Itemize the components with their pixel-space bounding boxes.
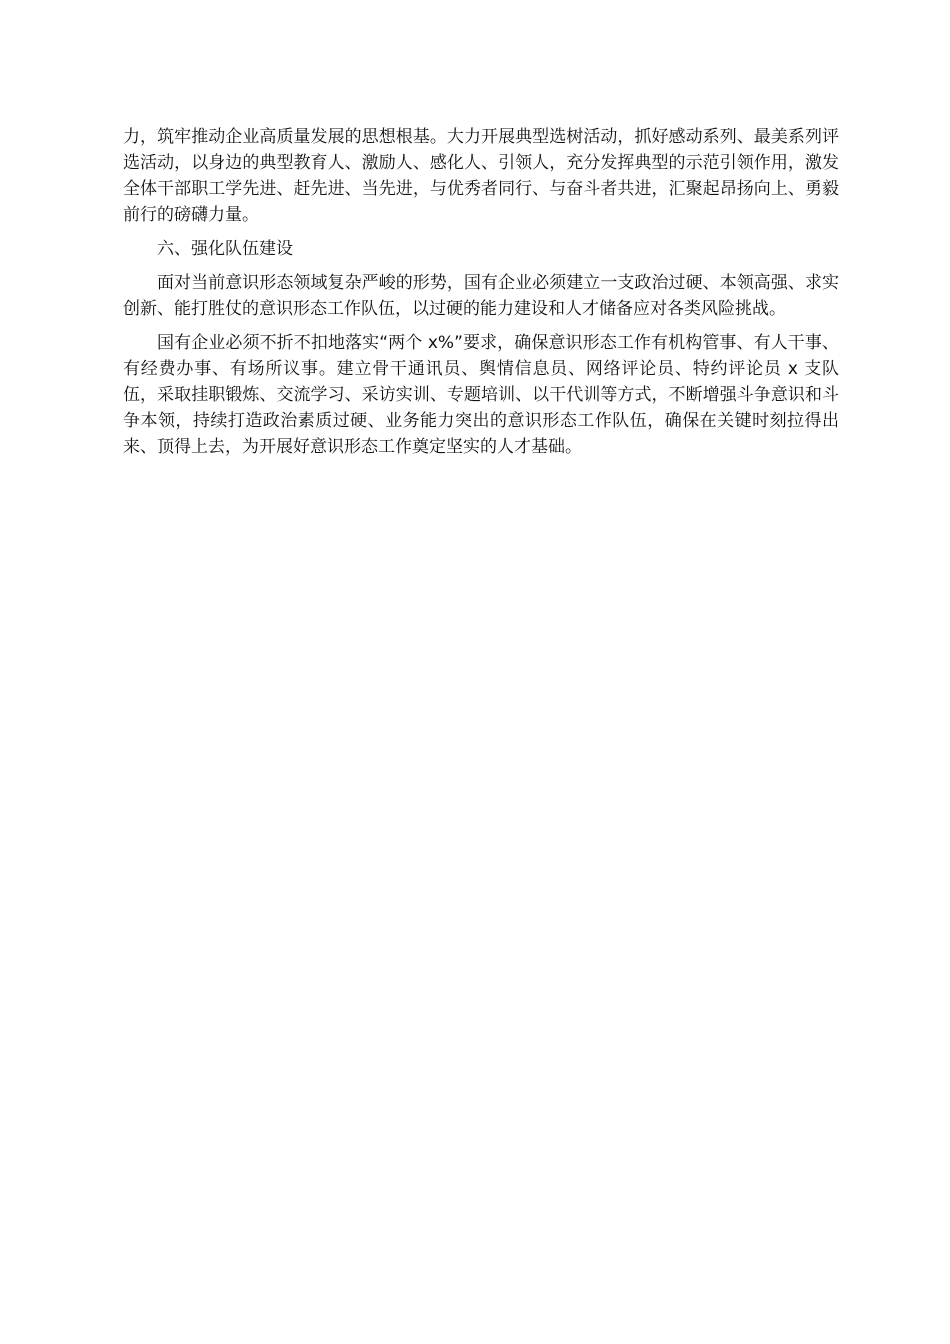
paragraph: 面对当前意识形态领域复杂严峻的形势，国有企业必须建立一支政治过硬、本领高强、求实创新、能打胜仗的意识形态工作队伍，以过硬的能力建设和人才储备应对各类风险挑战。 — [123, 273, 839, 319]
paragraph-continued: 力，筑牢推动企业高质量发展的思想根基。大力开展典型选树活动，抓好感动系列、最美系列评选活动，以身边的典型教育人、激励人、感化人、引领人，充分发挥典型的示范引领作用，激发全体干部职工学先进、赶先进、当先进，与优秀者同行、与奋斗者共进，汇聚起昂扬向上、勇毅前行的磅礴力量。 — [123, 127, 839, 225]
document-body — [123, 124, 839, 468]
section-heading: 六、强化队伍建设 — [157, 239, 293, 259]
paragraph: 国有企业必须不折不扣地落实“两个 x%”要求，确保意识形态工作有机构管事、有人干事、有经费办事、有场所议事。建立骨干通讯员、舆情信息员、网络评论员、特约评论员 x 支队伍，采取挂职锻炼、交流学习、采访实训、专题培训、以干代训等方式，不断增强斗争意识和斗争本领，持续打造政治素质过硬、业务能力突出的意识形态工作队伍，确保在关键时刻拉得出来、顶得上去，为开展好意识形态工作奠定坚实的人才基础。 — [123, 333, 839, 457]
